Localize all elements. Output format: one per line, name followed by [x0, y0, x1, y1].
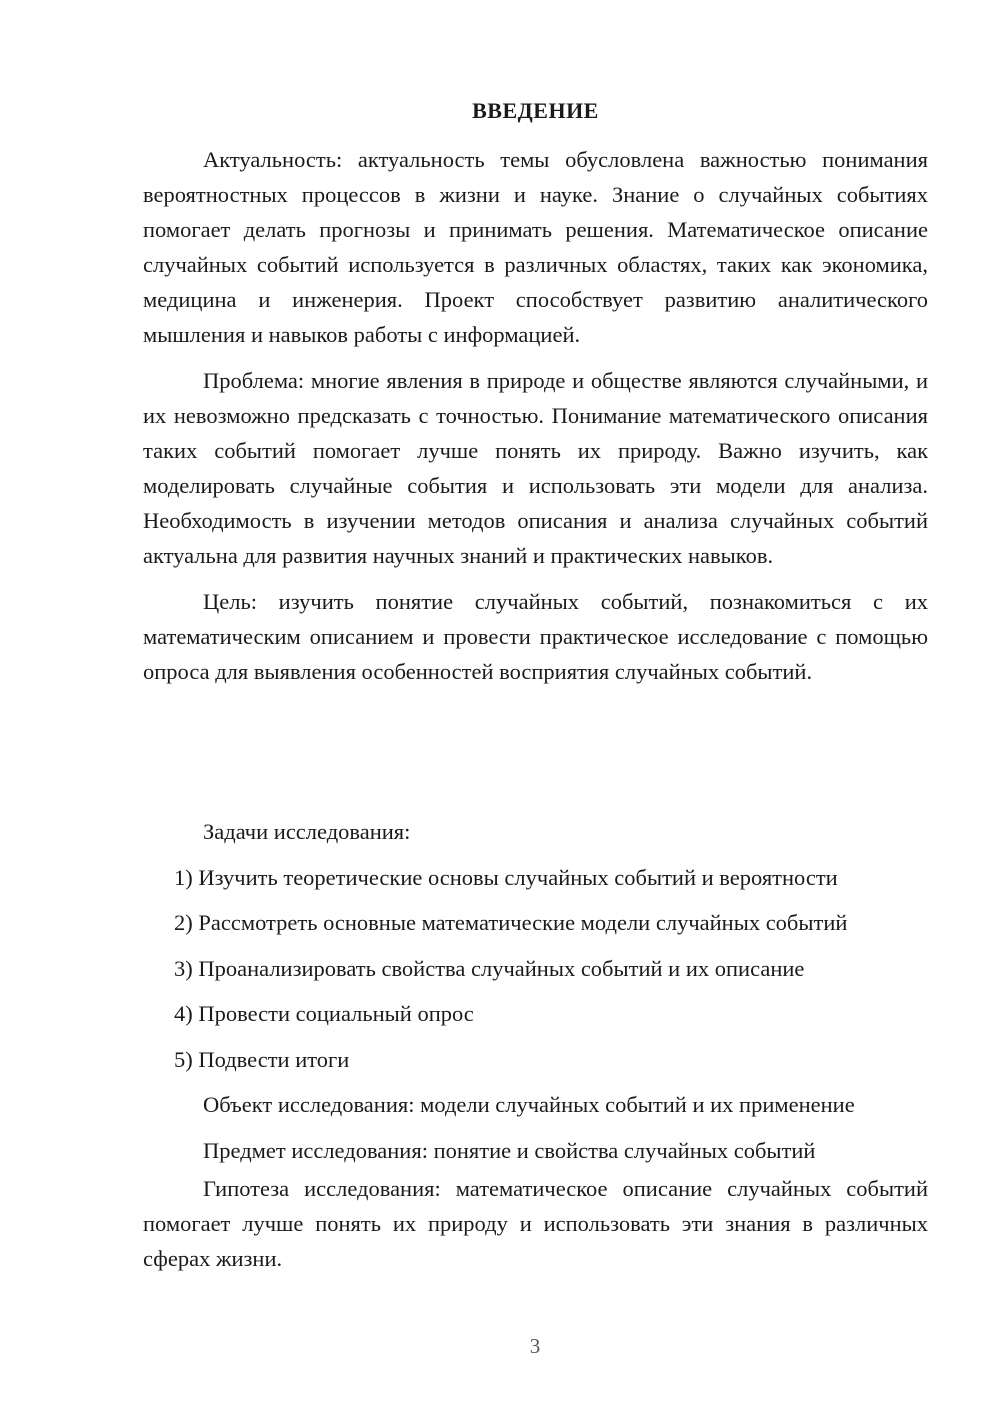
tasks-title: Задачи исследования: [203, 819, 411, 844]
research-object-line: Объект исследования: модели случайных событий и их применение [203, 1092, 855, 1117]
problem-paragraph: Проблема: многие явления в природе и обществе являются случайными, и их невозможно предсказать с точностью. Понимание математического описания таких событий помогает лучше понять их природу. Важно изучить, как моделировать случайные события и использовать эти модели для анализа. Необходимость в изучении методов описания и анализа случайных событий актуальна для развития научных знаний и практических навыков. [143, 368, 928, 568]
intro-block-top [143, 142, 928, 689]
hypothesis-paragraph: Гипотеза исследования: математическое описание случайных событий помогает лучше понять их природу и использовать эти знания в различных сферах жизни. [143, 1176, 928, 1271]
task-item-4: 4) Провести социальный опрос [174, 1001, 474, 1026]
page-number: 3 [529, 1334, 541, 1358]
tasks-block [143, 809, 928, 1173]
task-item-1: 1) Изучить теоретические основы случайных событий и вероятности [174, 864, 838, 890]
task-item-2: 2) Рассмотреть основные математические модели случайных событий [174, 910, 848, 935]
relevance-paragraph: Актуальность: актуальность темы обусловлена важностью понимания вероятностных процессов в жизни и науке. Знание о случайных событиях помогает делать прогнозы и принимать решения. Математическое описание случайных событий используется в различных областях, таких как экономика, медицина и инженерия. Проект способствует развитию аналитического мышления и навыков работы с информацией. [143, 147, 928, 347]
section-heading: ВВЕДЕНИЕ [472, 98, 599, 123]
task-item-5: 5) Подвести итоги [174, 1046, 350, 1072]
task-item-3: 3) Проанализировать свойства случайных событий и их описание [174, 955, 805, 981]
goal-paragraph: Цель: изучить понятие случайных событий, познакомиться с их математическим описанием и провести практическое исследование с помощью опроса для выявления особенностей восприятия случайных событий. [143, 589, 928, 684]
research-subject-line: Предмет исследования: понятие и свойства случайных событий [203, 1137, 816, 1163]
hypothesis-block [143, 1171, 928, 1276]
